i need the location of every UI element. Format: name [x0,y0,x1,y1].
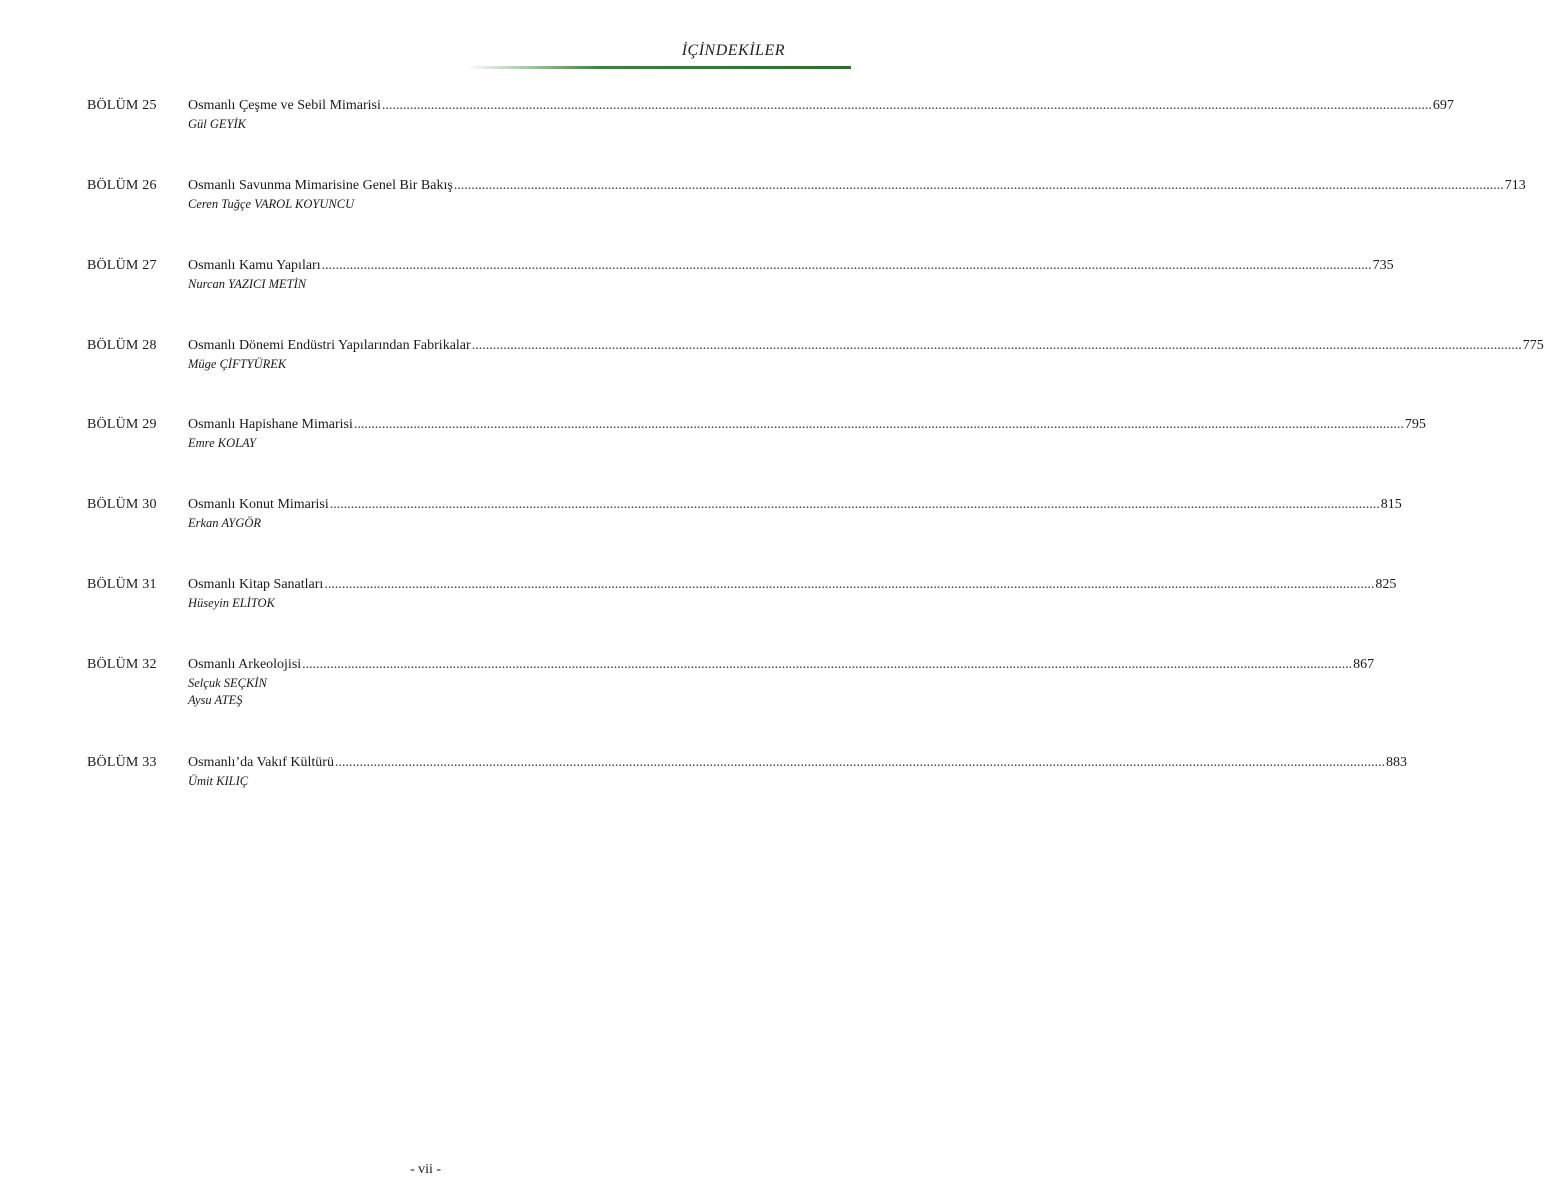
chapter-title: Osmanlı Hapishane Mimarisi [188,417,353,432]
chapter-title-line[interactable] [188,258,1394,274]
dot-leader: ............................................................................................................................................................................................................................................................................................................ [324,577,1375,592]
chapter-title-line[interactable] [188,417,1426,433]
page-number-footer: - vii - [409,1162,442,1177]
author-name: Hüseyin ELİTOK [188,596,275,610]
section-title: İÇİNDEKİLER [681,42,785,59]
dot-leader: ............................................................................................................................................................................................................................................................................................................ [302,657,1353,672]
chapter-title: Osmanlı Dönemi Endüstri Yapılarından Fabrikalar [188,338,471,353]
header-rule [466,66,851,69]
page-number: 795 [1404,417,1426,432]
chapter-title-line[interactable] [188,178,1526,194]
page-number: 775 [1522,338,1544,353]
chapter-title: Osmanlı Çeşme ve Sebil Mimarisi [188,98,381,113]
author-name: Erkan AYGÖR [188,516,262,530]
chapter-title: Osmanlı Savunma Mimarisine Genel Bir Bakış [188,178,453,193]
author-name: Gül GEYİK [188,117,246,131]
chapter-label: BÖLÜM 32 [87,657,157,672]
chapter-label: BÖLÜM 30 [87,497,157,512]
author-name: Emre KOLAY [188,436,256,450]
chapter-label: BÖLÜM 29 [87,417,157,432]
chapter-title: Osmanlı Konut Mimarisi [188,497,329,512]
chapter-title-line[interactable] [188,577,1397,593]
chapter-title: Osmanlı Arkeolojisi [188,657,302,672]
chapter-label: BÖLÜM 31 [87,577,157,592]
chapter-title: Osmanlı’da Vakıf Kültürü [188,755,334,770]
chapter-title-line[interactable] [188,497,1402,513]
page-number: 697 [1432,98,1454,113]
page-number: 825 [1375,577,1397,592]
dot-leader: ............................................................................................................................................................................................................................................................................................................ [321,258,1372,273]
author-name: Müge ÇİFTYÜREK [188,357,287,371]
chapter-title-line[interactable] [188,338,1544,354]
author-name: Nurcan YAZICI METİN [188,277,307,291]
page-number: 867 [1353,657,1375,672]
page-number: 713 [1504,178,1526,193]
chapter-title: Osmanlı Kitap Sanatları [188,577,324,592]
chapter-title: Osmanlı Kamu Yapıları [188,258,321,273]
chapter-label: BÖLÜM 28 [87,338,157,353]
chapter-label: BÖLÜM 26 [87,178,157,193]
chapter-label: BÖLÜM 27 [87,258,157,273]
chapter-label: BÖLÜM 25 [87,98,157,113]
dot-leader: ............................................................................................................................................................................................................................................................................................................ [353,417,1404,432]
author-name: Ceren Tuğçe VAROL KOYUNCU [188,197,355,211]
author-name: Ümit KILIÇ [188,774,249,788]
dot-leader: ............................................................................................................................................................................................................................................................................................................ [329,497,1380,512]
dot-leader: ............................................................................................................................................................................................................................................................................................................ [381,98,1432,113]
chapter-title-line[interactable] [188,98,1454,114]
dot-leader: ............................................................................................................................................................................................................................................................................................................ [334,755,1385,770]
author-name: Aysu ATEŞ [188,693,243,707]
page-number: 735 [1372,258,1394,273]
dot-leader: ............................................................................................................................................................................................................................................................................................................ [471,338,1522,353]
page-number: 883 [1385,755,1407,770]
page-number: 815 [1380,497,1402,512]
chapter-label: BÖLÜM 33 [87,755,157,770]
dot-leader: ............................................................................................................................................................................................................................................................................................................ [453,178,1504,193]
chapter-title-line[interactable] [188,755,1407,771]
chapter-title-line[interactable] [188,657,1375,673]
author-name: Selçuk SEÇKİN [188,676,267,690]
